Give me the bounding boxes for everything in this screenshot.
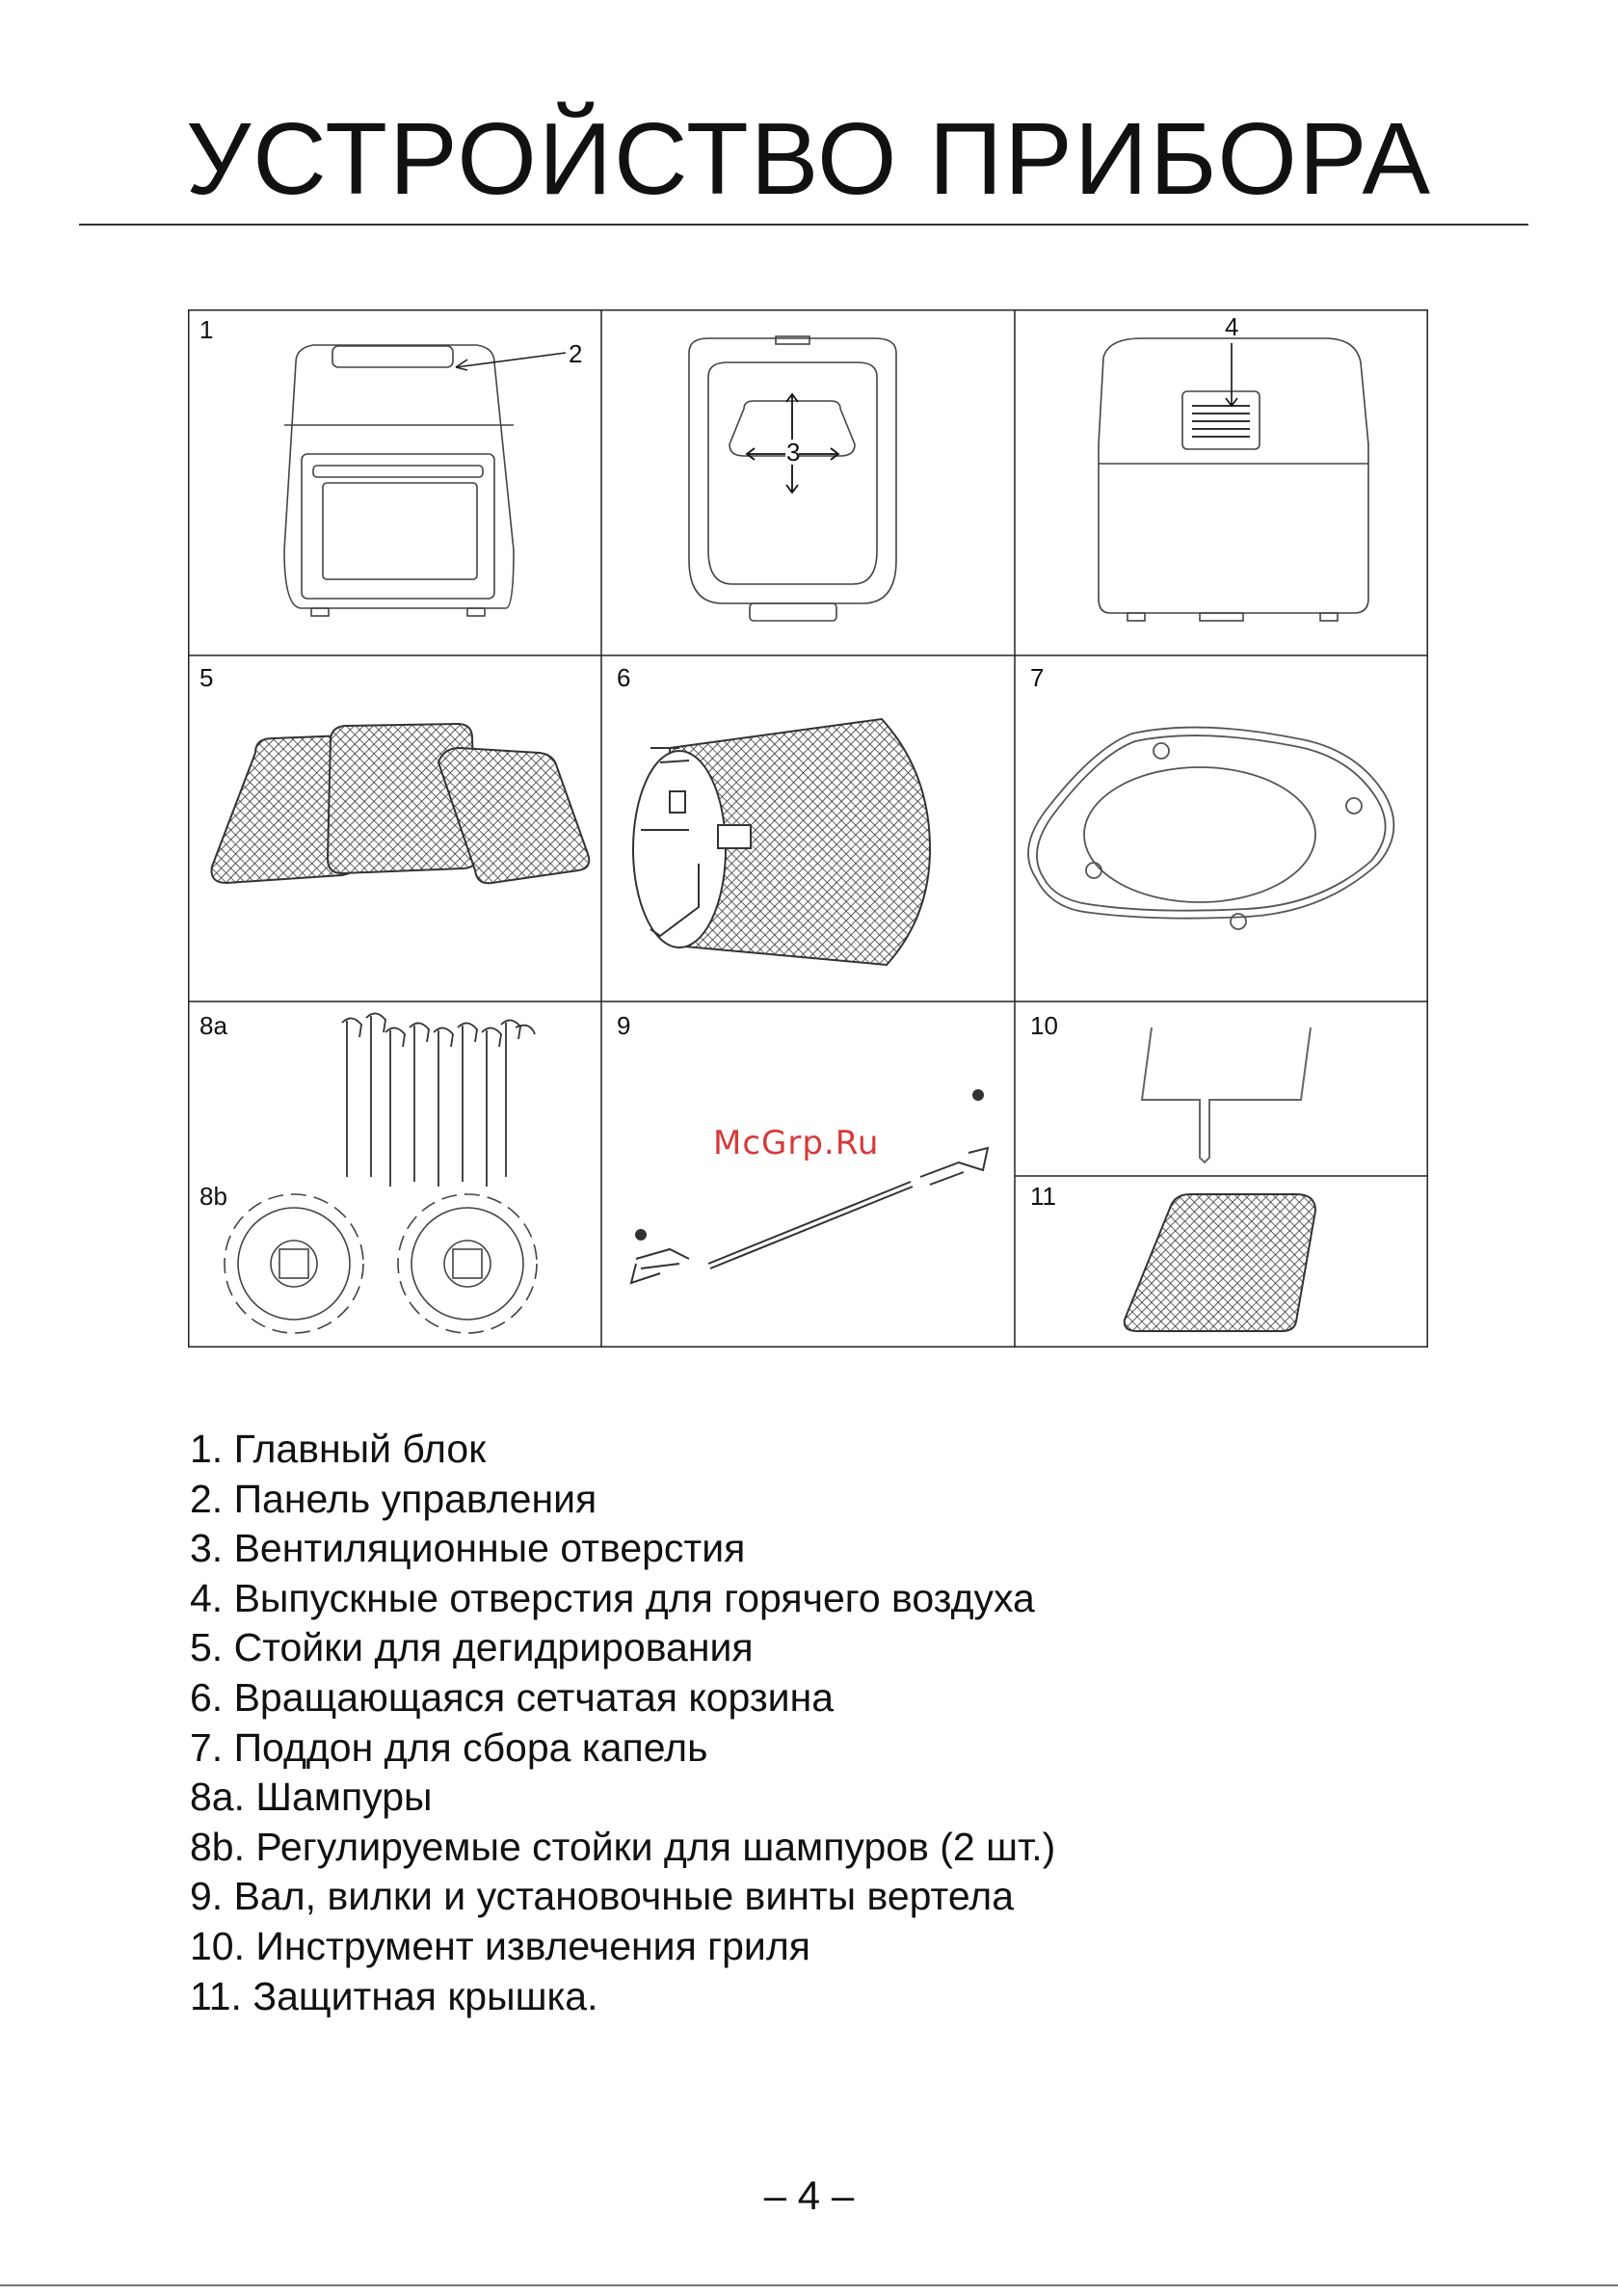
cell-label-8a: 8a: [199, 1011, 227, 1040]
rotating-basket-drawing: [633, 719, 930, 965]
legend-item: 6. Вращающаяся сетчатая корзина: [190, 1674, 835, 1720]
legend-item: 8a. Шампуры: [190, 1775, 433, 1820]
bottom-divider: [0, 2284, 1618, 2286]
page-number: – 4 –: [763, 2173, 855, 2218]
parts-figure: [188, 309, 1428, 1348]
page-title: УСТРОЙСТВО ПРИБОРА: [185, 102, 1433, 216]
cell-label-8b: 8b: [199, 1182, 227, 1211]
callout-3: 3: [786, 438, 801, 467]
callout-4: 4: [1225, 312, 1239, 341]
legend-item: 9. Вал, вилки и установочные винты вертела: [190, 1874, 1015, 1919]
legend-item: 4. Выпускные отверстия для горячего воздуха: [190, 1575, 1035, 1620]
legend-item: 10. Инструмент извлечения гриля: [190, 1923, 810, 1968]
cell-label-5: 5: [199, 663, 214, 692]
legend-item: 1. Главный блок: [190, 1427, 487, 1471]
cell-label-6: 6: [617, 663, 631, 692]
cell-label-7: 7: [1030, 663, 1045, 692]
legend-item: 11. Защитная крышка.: [190, 1973, 598, 2018]
skewers-drawing: [342, 1013, 535, 1187]
legend-item: 2. Панель управления: [190, 1476, 597, 1521]
cell-label-11: 11: [1030, 1182, 1056, 1211]
skewer-stands-drawing: [225, 1194, 537, 1333]
main-unit-top-drawing: [689, 336, 896, 621]
cell-label-10: 10: [1030, 1011, 1058, 1040]
legend-item: 5. Стойки для дегидрирования: [190, 1625, 754, 1670]
cell-label-1: 1: [199, 315, 214, 344]
legend-item: 3. Вентиляционные отверстия: [190, 1526, 746, 1571]
dehydrating-racks-drawing: [212, 724, 590, 883]
legend-item: 8b. Регулируемые стойки для шампуров (2 шт.): [190, 1824, 1056, 1869]
callout-2: 2: [569, 339, 583, 368]
legend-item: 7. Поддон для сбора капель: [190, 1724, 708, 1770]
grill-removal-tool-drawing: [1142, 1028, 1311, 1162]
parts-legend: [190, 1425, 1055, 2021]
watermark: McGrp.Ru: [713, 1124, 880, 1162]
rotisserie-shaft-drawing: [631, 1090, 988, 1283]
main-unit-rear-drawing: [1099, 338, 1368, 621]
drip-tray-drawing: [1028, 728, 1393, 929]
main-unit-front-drawing: [284, 345, 566, 616]
cell-label-9: 9: [617, 1011, 631, 1040]
title-divider: [79, 224, 1528, 226]
parts-grid-svg: [188, 309, 1428, 1348]
protective-cover-drawing: [1125, 1194, 1315, 1331]
